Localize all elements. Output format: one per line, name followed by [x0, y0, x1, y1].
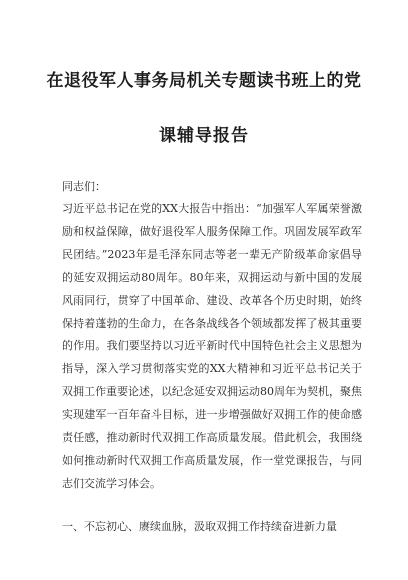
- section-heading-1: 一、不忘初心、赓续血脉，汲取双拥工作持续奋进新力量: [62, 520, 337, 533]
- salutation: 同志们：: [62, 180, 106, 193]
- document-title-line-2: 课辅导报告: [159, 126, 249, 146]
- body-paragraph-1: 习近平总书记在党的XX大报告中指出：“加强军人军属荣誉激励和权益保障，做好退役军人服务保障工作。巩固发展军政军民团结。”2023年是毛泽东同志等老一辈无产阶级革命家倡导的延安双拥运动80周年。80年来，双拥运动与新中国的发展风雨同行，贯穿了中国革命、建设、改革各个历史时期，始终保持着蓬勃的生命力，在各条战线各个领域都发挥了极其重要的作用。我们要坚持以习近平新时代中国特色社会主义思想为指导，深入学习贯彻落实党的XX大精神和习近平总书记关于双拥工作重要论述，以纪念延安双拥运动80周年为契机，聚焦实现建军一百年奋斗目标，进一步增强做好双拥工作的使命感责任感，推动新时代双拥工作高质量发展。借此机会，我围绕如何推动新时代双拥工作高质量发展，作一堂党课报告，与同志们交流学习体会。: [62, 202, 362, 490]
- document-title-line-1: 在退役军人事务局机关专题读书班上的党: [46, 71, 362, 91]
